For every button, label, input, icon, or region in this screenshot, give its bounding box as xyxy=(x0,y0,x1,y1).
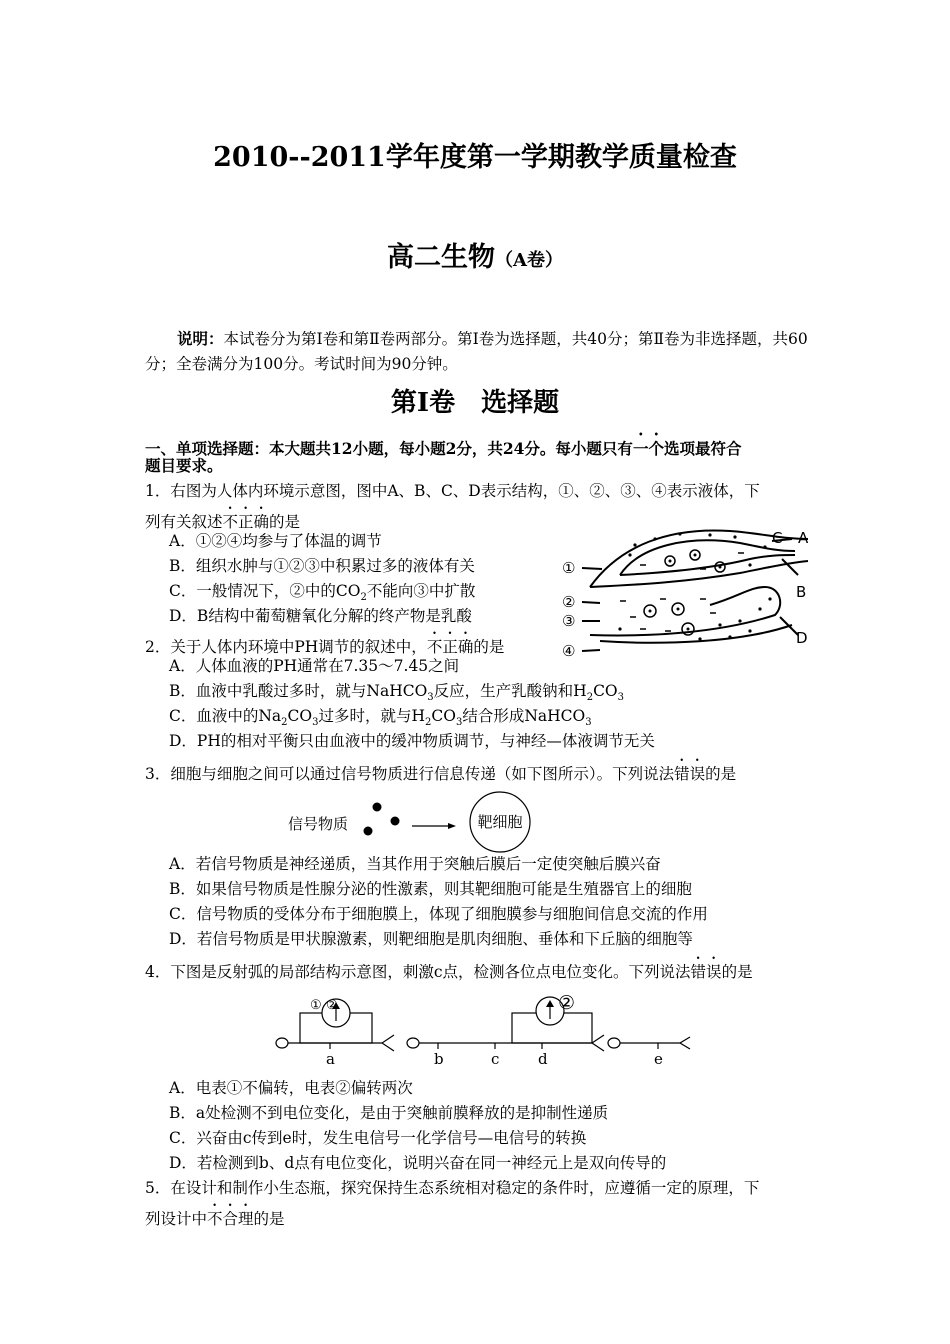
reflex-arc-figure xyxy=(270,985,700,1070)
signal-figure xyxy=(280,785,560,855)
subscript: 3 xyxy=(427,692,434,704)
q2-option-a: A．人体血液的PH通常在7.35～7.45之间 xyxy=(169,657,460,675)
q3-option-b: B．如果信号物质是性腺分泌的性激素，则其靶细胞可能是生殖器官上的细胞 xyxy=(169,880,692,898)
q3-option-d: D．若信号物质是甲状腺激素，则靶细胞是肌肉细胞、垂体和下丘脑的细胞等 xyxy=(169,930,693,948)
q4-stem-emphasis: 错误 xyxy=(690,963,722,981)
meter-1-label: ① xyxy=(310,998,322,1013)
q2-stem-emphasis: 不正确 xyxy=(426,638,474,656)
section-heading-text: 一、单项选择题：本大题共12小题，每小题2分，共24分。每小题只有 xyxy=(145,439,633,458)
pointer-1 xyxy=(582,568,602,569)
q5-stem-line2 xyxy=(145,1201,285,1229)
text: 反应，生产乳酸钠和H xyxy=(433,682,587,700)
q2-option-b xyxy=(169,679,624,703)
instructions-text: 本试卷分为第Ⅰ卷和第Ⅱ卷两部分。第Ⅰ卷为选择题，共40分；第Ⅱ卷为非选择题，共60分；全卷满分为100分。考试时间为90分钟。 xyxy=(145,330,808,373)
q1-stem-emphasis: 不正确 xyxy=(222,513,270,531)
soma xyxy=(608,1038,620,1048)
q4-option-b: B．a处检测不到电位变化，是由于突触前膜释放的是抑制性递质 xyxy=(169,1104,609,1122)
text: CO xyxy=(593,682,618,700)
q5-stem-text: 列设计中 xyxy=(145,1210,208,1228)
part-title: 第Ⅰ卷 选择题 xyxy=(390,388,560,418)
q1-option-b: B．组织水肿与①②③中积累过多的液体有关 xyxy=(169,557,475,575)
signal-substance-label: 信号物质 xyxy=(288,815,349,833)
label-fluid-2: ② xyxy=(562,593,576,611)
subject-title xyxy=(0,235,950,274)
subscript: 3 xyxy=(312,717,319,729)
q2-option-c xyxy=(169,704,592,728)
subscript: 3 xyxy=(585,717,592,729)
point-d: d xyxy=(538,1050,548,1068)
subscript: 2 xyxy=(281,717,288,729)
subject-name: 高二生物 xyxy=(387,242,496,273)
pointer-b xyxy=(782,559,798,575)
q1-option-c xyxy=(169,579,475,603)
subscript: 2 xyxy=(360,592,367,604)
point-c: c xyxy=(491,1050,500,1068)
point-a: a xyxy=(326,1050,335,1068)
label-c: C xyxy=(772,529,783,547)
signal-dot xyxy=(391,817,400,826)
text: C．血液中的Na xyxy=(169,707,282,725)
q5-stem-end: 的是 xyxy=(253,1210,285,1228)
synapse-ending xyxy=(382,1035,394,1051)
synapse-ending xyxy=(680,1037,690,1049)
point-e: e xyxy=(654,1050,663,1068)
arrow-head-icon xyxy=(448,823,456,829)
q4-option-c: C．兴奋由c传到e时，发生电信号一化学信号—电信号的转换 xyxy=(169,1129,587,1147)
q1-option-c-end: 不能向③中扩散 xyxy=(366,582,476,600)
q3-stem-text: 3．细胞与细胞之间可以通过信号物质进行信息传递（如下图所示）。下列说法 xyxy=(145,765,675,783)
text: CO xyxy=(431,707,456,725)
synapse-ending xyxy=(592,1035,604,1051)
pointer-2 xyxy=(582,602,600,603)
meter-1-label-2: ② xyxy=(326,998,338,1013)
q1-stem-text: 列有关叙述 xyxy=(145,513,223,531)
q1-stem: 1．右图为人体内环境示意图，图中A、B、C、D表示结构，①、②、③、④表示液体，下 xyxy=(145,482,760,500)
q3-stem xyxy=(145,756,736,784)
internal-environment-figure xyxy=(560,525,820,665)
q1-option-c-text: C．一般情况下，②中的CO xyxy=(169,582,361,600)
text: 结合形成NaHCO xyxy=(462,707,586,725)
subscript: 2 xyxy=(425,717,432,729)
text: CO xyxy=(287,707,313,725)
page-title: 2010--2011学年度第一学期教学质量检查 xyxy=(213,142,737,173)
q4-option-d: D．若检测到b、d点有电位变化，说明兴奋在同一神经元上是双向传导的 xyxy=(169,1154,667,1172)
lymph-vessel-bottom xyxy=(600,625,792,643)
subscript: 3 xyxy=(455,717,463,729)
point-b: b xyxy=(434,1050,444,1068)
label-fluid-4: ④ xyxy=(562,642,576,660)
capillary-bottom xyxy=(620,555,795,575)
instructions xyxy=(145,326,810,377)
lymph-vessel-top xyxy=(590,587,780,635)
signal-dot xyxy=(373,803,382,812)
label-d: D xyxy=(796,629,808,647)
label-fluid-1: ① xyxy=(562,559,576,577)
instructions-label: 说明： xyxy=(177,329,224,348)
signal-dot xyxy=(364,827,373,836)
section-heading-emphasis: 一个 xyxy=(632,439,664,458)
q2-stem xyxy=(145,629,504,657)
q3-stem-end: 的是 xyxy=(705,765,737,783)
q1-option-d: D．B结构中葡萄糖氧化分解的终产物是乳酸 xyxy=(169,607,472,625)
label-b: B xyxy=(796,583,807,601)
pointer-4 xyxy=(582,650,600,651)
capillary-top xyxy=(620,540,795,575)
q5-stem-emphasis: 不合理 xyxy=(207,1210,254,1228)
label-a: A xyxy=(798,529,809,547)
q2-stem-text: 2．关于人体内环境中PH调节的叙述中， xyxy=(145,638,427,656)
meter-2-label: ② xyxy=(558,992,576,1014)
soma xyxy=(276,1038,288,1048)
soma xyxy=(407,1038,419,1048)
cells-and-dots xyxy=(618,532,771,640)
q4-stem xyxy=(145,954,753,982)
target-cell-label: 靶细胞 xyxy=(477,813,523,831)
q2-stem-end: 的是 xyxy=(473,638,505,656)
q5-stem: 5．在设计和制作小生态瓶，探究保持生态系统相对稳定的条件时，应遵循一定的原理，下 xyxy=(145,1179,760,1197)
q1-stem-end: 的是 xyxy=(269,513,301,531)
q1-stem-line2 xyxy=(145,504,300,532)
text: 过多时，就与H xyxy=(318,707,426,725)
q3-stem-emphasis: 错误 xyxy=(674,765,706,783)
section-heading-text-end: 选项最符合 xyxy=(663,439,742,458)
q4-stem-text: 4．下图是反射弧的局部结构示意图，刺激c点，检测各位点电位变化。下列说法 xyxy=(145,963,691,981)
text: B．血液中乳酸过多时，就与NaHCO xyxy=(169,682,428,700)
q4-stem-end: 的是 xyxy=(721,963,753,981)
subscript: 3 xyxy=(617,692,625,704)
q2-option-d: D．PH的相对平衡只由血液中的缓冲物质调节，与神经—体液调节无关 xyxy=(169,732,655,750)
paper-version: （A卷） xyxy=(495,250,563,271)
q4-option-a: A．电表①不偏转，电表②偏转两次 xyxy=(169,1079,413,1097)
q1-option-a: A．①②④均参与了体温的调节 xyxy=(169,532,382,550)
q3-option-c: C．信号物质的受体分布于细胞膜上，体现了细胞膜参与细胞间信息交流的作用 xyxy=(169,905,708,923)
q3-option-a: A．若信号物质是神经递质，当其作用于突触后膜后一定使突触后膜兴奋 xyxy=(169,855,661,873)
section-heading xyxy=(145,429,741,459)
subscript: 2 xyxy=(586,692,594,704)
section-heading-line2: 题目要求。 xyxy=(145,456,223,475)
label-fluid-3: ③ xyxy=(562,612,576,630)
